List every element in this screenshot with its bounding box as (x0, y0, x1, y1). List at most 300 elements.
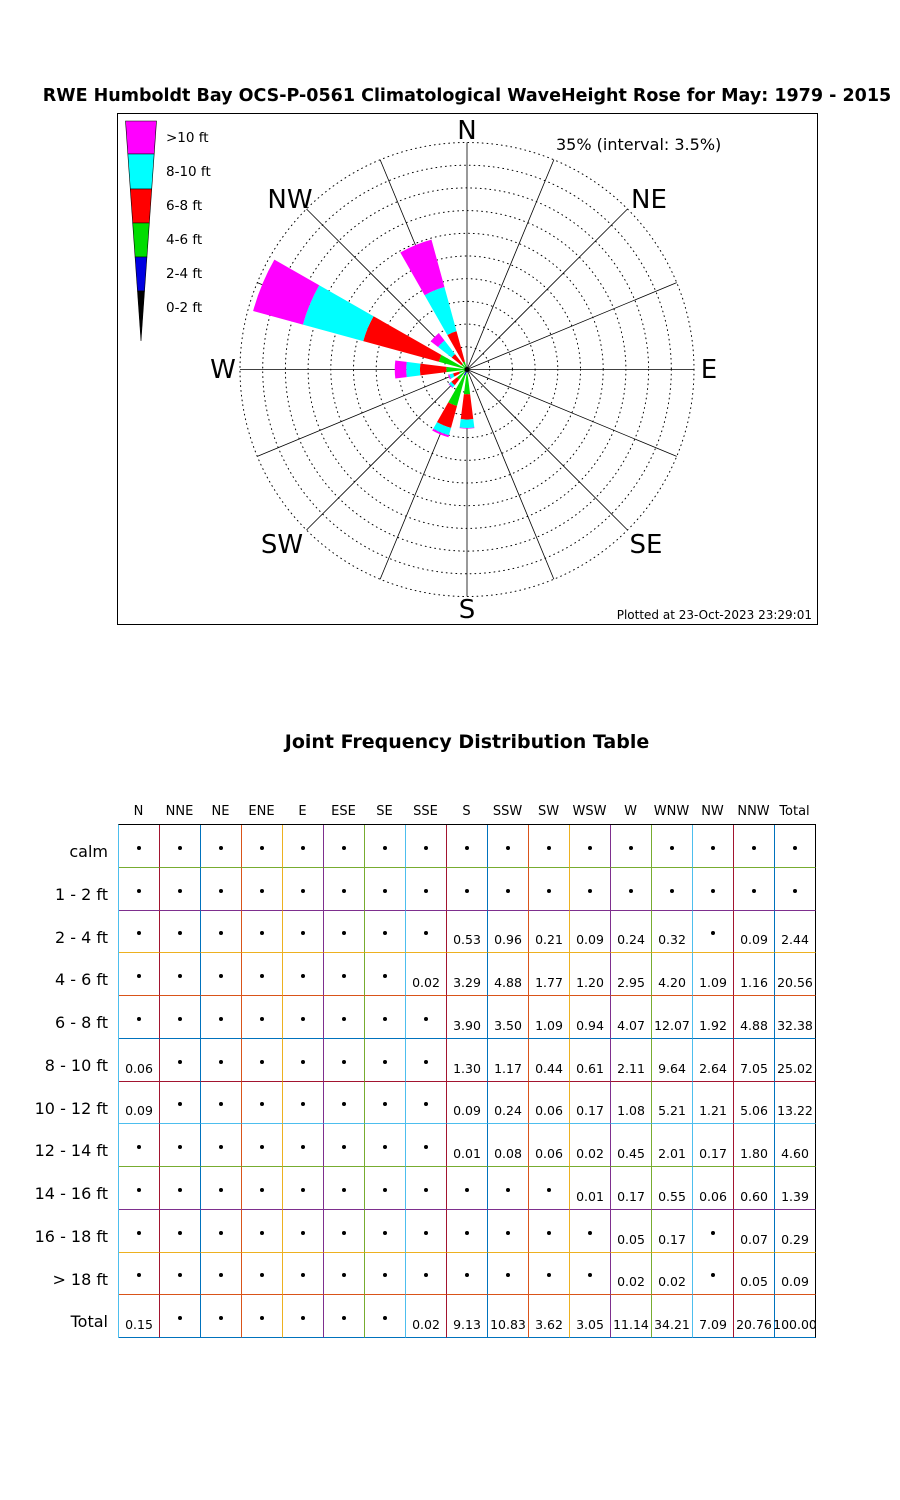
table-cell (652, 1082, 693, 1125)
table-col-header-e: E (298, 804, 307, 819)
table-row-label: calm (69, 842, 108, 861)
cell-dot (670, 846, 674, 850)
cell-value: 0.02 (658, 1274, 686, 1290)
cell-value: 0.17 (576, 1103, 604, 1119)
cell-dot (342, 1017, 346, 1021)
table-cell (488, 911, 529, 954)
table-cell (324, 825, 365, 868)
table-cell (283, 911, 324, 954)
cell-dot (383, 846, 387, 850)
table-cell (201, 911, 242, 954)
table-cell (652, 1167, 693, 1210)
table-cell (775, 1167, 816, 1210)
table-cell (242, 825, 283, 868)
table-cell (283, 996, 324, 1039)
cell-dot (383, 974, 387, 978)
table-cell (324, 953, 365, 996)
table-cell (160, 1295, 201, 1338)
table-cell (734, 868, 775, 911)
cell-value: 4.07 (617, 1017, 645, 1033)
table-cell (529, 953, 570, 996)
compass-label-se: SE (629, 530, 663, 560)
table-cell (283, 825, 324, 868)
cell-value: 0.02 (617, 1274, 645, 1290)
table-cell (365, 825, 406, 868)
table-cell (119, 996, 160, 1039)
table-cell (406, 911, 447, 954)
table-col-header-s: S (462, 804, 471, 819)
table-cell (488, 1210, 529, 1253)
cell-value: 1.77 (535, 975, 563, 990)
cell-dot (137, 1273, 141, 1277)
rose-spoke (467, 370, 554, 580)
table-cell (365, 1210, 406, 1253)
cell-dot (383, 1188, 387, 1192)
cell-dot (301, 1188, 305, 1192)
table-cell (406, 868, 447, 911)
cell-dot (342, 846, 346, 850)
table-cell (119, 1039, 160, 1082)
cell-dot (588, 846, 592, 850)
cell-dot (260, 974, 264, 978)
cell-dot (301, 1145, 305, 1149)
table-cell (447, 1210, 488, 1253)
table-cell (242, 996, 283, 1039)
cell-dot (301, 1102, 305, 1106)
table-cell (775, 911, 816, 954)
legend-label-gt10ft: >10 ft (166, 130, 209, 146)
table-col-header-wsw: WSW (572, 804, 607, 819)
table-cell (447, 953, 488, 996)
table-cell (611, 868, 652, 911)
cell-dot (137, 1145, 141, 1149)
rose-spoke (467, 370, 628, 531)
table-cell (160, 1210, 201, 1253)
cell-dot (793, 889, 797, 893)
table-row-label: 10 - 12 ft (34, 1098, 108, 1118)
table-cell (734, 1124, 775, 1167)
compass-label-w: W (210, 355, 236, 385)
table-cell (406, 1295, 447, 1338)
cell-dot (424, 1060, 428, 1064)
table-cell (570, 825, 611, 868)
table-cell (693, 825, 734, 868)
table-cell (693, 996, 734, 1039)
cell-dot (383, 1017, 387, 1021)
table-cell (406, 1039, 447, 1082)
cell-value: 0.06 (535, 1146, 563, 1161)
table-cell (406, 1210, 447, 1253)
cell-value: 1.80 (740, 1146, 768, 1161)
table-cell (529, 825, 570, 868)
table-cell (119, 1124, 160, 1167)
table-cell (324, 1124, 365, 1167)
table-cell (693, 1295, 734, 1338)
cell-value: 0.07 (740, 1231, 768, 1247)
cell-dot (629, 889, 633, 893)
cell-dot (178, 1102, 182, 1106)
table-cell (406, 825, 447, 868)
cell-value: 9.13 (453, 1317, 481, 1332)
table-cell (160, 996, 201, 1039)
table-cell (652, 825, 693, 868)
table-cell (775, 1253, 816, 1296)
table-col-header-ne: NE (211, 804, 230, 819)
table-cell (242, 1124, 283, 1167)
table-cell (365, 996, 406, 1039)
cell-value: 1.09 (699, 975, 727, 990)
cell-dot (301, 846, 305, 850)
cell-dot (137, 1188, 141, 1192)
cell-value: 0.01 (576, 1188, 604, 1204)
table-cell (693, 1039, 734, 1082)
cell-dot (424, 1145, 428, 1149)
cell-value: 0.53 (453, 932, 481, 948)
cell-value: 0.29 (781, 1231, 809, 1247)
cell-dot (178, 1017, 182, 1021)
cell-value: 0.94 (576, 1017, 604, 1033)
table-cell (324, 1295, 365, 1338)
rose-spoke (467, 209, 628, 370)
table-cell (242, 1167, 283, 1210)
cell-dot (588, 889, 592, 893)
table-cell (529, 868, 570, 911)
legend-label-2-4ft: 2-4 ft (166, 266, 203, 282)
cell-dot (219, 1145, 223, 1149)
table-cell (611, 825, 652, 868)
table-cell (201, 1295, 242, 1338)
table-col-header-ssw: SSW (492, 804, 523, 819)
table-cell (734, 1039, 775, 1082)
cell-value: 1.16 (740, 975, 768, 990)
cell-value: 0.17 (617, 1188, 645, 1204)
table-cell (775, 1210, 816, 1253)
cell-value: 0.09 (781, 1274, 809, 1290)
table-col-header-nnw: NNW (737, 804, 770, 819)
cell-dot (178, 1188, 182, 1192)
table-cell (488, 1082, 529, 1125)
cell-value: 0.44 (535, 1060, 563, 1076)
table-cell (529, 1167, 570, 1210)
table-cell (119, 953, 160, 996)
table-cell (570, 1082, 611, 1125)
cell-dot (424, 846, 428, 850)
cell-dot (260, 1188, 264, 1192)
cell-value: 0.01 (453, 1146, 481, 1161)
cell-value: 20.56 (777, 975, 813, 990)
cell-dot (178, 1273, 182, 1277)
table-cell (488, 1167, 529, 1210)
cell-value: 0.17 (658, 1231, 686, 1247)
rose-petal-S (461, 394, 474, 419)
table-cell (160, 825, 201, 868)
table-cell (365, 1082, 406, 1125)
table-cell (447, 825, 488, 868)
table-cell (119, 1082, 160, 1125)
wave-rose-panel (117, 113, 818, 625)
table-cell (242, 911, 283, 954)
cell-value: 0.21 (535, 932, 563, 948)
table-cell (406, 996, 447, 1039)
table-cell (775, 825, 816, 868)
cell-value: 3.05 (576, 1317, 604, 1332)
table-cell (488, 1295, 529, 1338)
cell-dot (547, 846, 551, 850)
compass-label-s: S (458, 595, 476, 625)
table-cell (365, 868, 406, 911)
cell-dot (342, 1145, 346, 1149)
cell-dot (260, 1102, 264, 1106)
table-cell (693, 1082, 734, 1125)
cell-dot (547, 1231, 551, 1235)
cell-dot (219, 889, 223, 893)
table-cell (283, 1124, 324, 1167)
table-col-header-nne: NNE (165, 804, 194, 819)
table-cell (201, 1253, 242, 1296)
legend-funnel-segment-2-4ft (135, 257, 147, 291)
table-cell (734, 996, 775, 1039)
rose-center-dot (465, 367, 470, 372)
cell-dot (629, 846, 633, 850)
table-cell (693, 1253, 734, 1296)
table-cell (693, 1167, 734, 1210)
cell-value: 0.02 (412, 1317, 440, 1332)
cell-dot (711, 931, 715, 935)
cell-dot (424, 1102, 428, 1106)
table-cell (160, 1039, 201, 1082)
cell-value: 32.38 (777, 1017, 813, 1033)
table-cell (652, 953, 693, 996)
scale-annotation: 35% (interval: 3.5%) (556, 135, 722, 154)
table-cell (570, 1124, 611, 1167)
table-cell (652, 911, 693, 954)
cell-dot (342, 974, 346, 978)
table-cell (406, 1167, 447, 1210)
cell-dot (383, 931, 387, 935)
cell-value: 0.06 (535, 1103, 563, 1119)
rose-spoke (467, 160, 554, 370)
cell-dot (547, 889, 551, 893)
cell-dot (178, 1316, 182, 1320)
table-cell (775, 953, 816, 996)
table-cell (201, 1167, 242, 1210)
legend-label-8-10ft: 8-10 ft (166, 164, 211, 180)
table-cell (201, 1124, 242, 1167)
table-cell (570, 1167, 611, 1210)
cell-value: 0.15 (125, 1317, 153, 1332)
cell-dot (260, 1060, 264, 1064)
table-cell (611, 911, 652, 954)
cell-value: 0.09 (125, 1103, 153, 1119)
rose-petal-WNW (363, 316, 441, 362)
compass-label-ne: NE (631, 185, 667, 215)
table-cell (406, 1124, 447, 1167)
cell-value: 0.09 (576, 932, 604, 948)
cell-dot (260, 1316, 264, 1320)
legend-funnel-segment-6-8ft (130, 189, 151, 223)
cell-dot (342, 1060, 346, 1064)
compass-label-sw: SW (260, 530, 304, 560)
cell-dot (547, 1188, 551, 1192)
table-cell (365, 911, 406, 954)
table-row-label: 2 - 4 ft (54, 927, 108, 947)
table-cell (652, 1253, 693, 1296)
cell-value: 1.30 (453, 1060, 481, 1076)
cell-value: 20.76 (736, 1317, 772, 1332)
table-cell (734, 1082, 775, 1125)
cell-value: 7.05 (740, 1060, 768, 1076)
table-cell (775, 1039, 816, 1082)
table-cell (201, 996, 242, 1039)
cell-value: 0.05 (740, 1274, 768, 1290)
cell-value: 0.61 (576, 1060, 604, 1076)
table-cell (324, 1210, 365, 1253)
cell-value: 25.02 (777, 1060, 813, 1076)
cell-dot (178, 846, 182, 850)
cell-value: 2.64 (699, 1060, 727, 1076)
table-row-label: > 18 ft (52, 1269, 108, 1289)
table-row-label: 14 - 16 ft (34, 1184, 108, 1203)
table-cell (324, 1167, 365, 1210)
cell-value: 1.20 (576, 975, 604, 990)
table-cell (201, 1039, 242, 1082)
cell-dot (465, 1231, 469, 1235)
cell-dot (588, 1231, 592, 1235)
table-cell (406, 953, 447, 996)
table-cell (447, 911, 488, 954)
table-column-headers (118, 804, 815, 819)
cell-dot (383, 889, 387, 893)
table-cell (365, 953, 406, 996)
cell-dot (342, 1231, 346, 1235)
plot-timestamp: Plotted at 23-Oct-2023 23:29:01 (616, 608, 812, 622)
table-cell (242, 953, 283, 996)
cell-dot (301, 1060, 305, 1064)
cell-value: 7.09 (699, 1317, 727, 1332)
table-row-label: 16 - 18 ft (34, 1226, 108, 1246)
table-row-label: 6 - 8 ft (54, 1013, 108, 1032)
table-col-header-nw: NW (701, 804, 724, 819)
cell-dot (301, 1273, 305, 1277)
table-cell (652, 1124, 693, 1167)
table-cell (119, 1167, 160, 1210)
cell-dot (219, 1017, 223, 1021)
legend-funnel-segment-8-10ft (128, 154, 154, 189)
cell-dot (793, 846, 797, 850)
legend-label-4-6ft: 4-6 ft (166, 232, 203, 248)
cell-value: 0.17 (699, 1146, 727, 1161)
cell-dot (383, 1273, 387, 1277)
table-cell (447, 1253, 488, 1296)
table-row-label: 4 - 6 ft (54, 970, 108, 990)
cell-dot (465, 846, 469, 850)
cell-dot (424, 1017, 428, 1021)
cell-dot (301, 889, 305, 893)
table-cell (324, 996, 365, 1039)
cell-dot (424, 931, 428, 935)
rose-spoke (257, 370, 467, 457)
table-cell (652, 1039, 693, 1082)
cell-dot (383, 1102, 387, 1106)
cell-value: 3.90 (453, 1017, 481, 1033)
joint-frequency-table (34, 804, 817, 1338)
table-cell (324, 868, 365, 911)
cell-value: 1.08 (617, 1103, 645, 1119)
cell-dot (465, 1273, 469, 1277)
table-cell (611, 1082, 652, 1125)
table-cell (365, 1124, 406, 1167)
table-cell (529, 1295, 570, 1338)
cell-dot (137, 1017, 141, 1021)
cell-dot (178, 1145, 182, 1149)
table-cell (242, 1082, 283, 1125)
table-cell (611, 953, 652, 996)
table-cell (283, 1295, 324, 1338)
table-cell (201, 1210, 242, 1253)
rose-petal-NNW (400, 240, 444, 296)
cell-dot (301, 974, 305, 978)
table-cell (652, 1210, 693, 1253)
cell-dot (465, 1188, 469, 1192)
table-cell (406, 1082, 447, 1125)
cell-dot (301, 1231, 305, 1235)
table-cell (160, 1082, 201, 1125)
table-cell (734, 1253, 775, 1296)
table-cell (529, 1124, 570, 1167)
cell-dot (465, 889, 469, 893)
table-cell (775, 868, 816, 911)
table-cell (611, 1167, 652, 1210)
cell-value: 0.55 (658, 1188, 686, 1204)
table-cell (652, 868, 693, 911)
table-col-header-se: SE (376, 804, 393, 819)
table-cell (160, 1124, 201, 1167)
cell-dot (588, 1273, 592, 1277)
cell-value: 0.24 (494, 1103, 522, 1119)
cell-value: 1.92 (699, 1017, 727, 1033)
table-cell (365, 1295, 406, 1338)
cell-dot (178, 931, 182, 935)
table-cell (734, 1167, 775, 1210)
table-row-label: 1 - 2 ft (54, 884, 108, 904)
table-cell (283, 1253, 324, 1296)
table-cell (283, 1210, 324, 1253)
table-cell (693, 1124, 734, 1167)
table-cell (242, 1253, 283, 1296)
table-cell (488, 1253, 529, 1296)
cell-value: 0.32 (658, 932, 686, 948)
cell-dot (424, 1188, 428, 1192)
table-cell (447, 1295, 488, 1338)
cell-value: 1.21 (699, 1103, 727, 1119)
table-col-header-wnw: WNW (653, 804, 690, 819)
table-cell (201, 953, 242, 996)
table-cell (283, 1039, 324, 1082)
table-cell (734, 911, 775, 954)
cell-value: 4.88 (494, 975, 522, 990)
cell-dot (711, 846, 715, 850)
cell-dot (137, 974, 141, 978)
rose-petal-S (460, 419, 475, 428)
table-cell (611, 1124, 652, 1167)
table-cell (324, 1082, 365, 1125)
cell-value: 0.60 (740, 1188, 768, 1204)
table-cell (652, 996, 693, 1039)
cell-value: 0.06 (125, 1060, 153, 1076)
table-cell (201, 1082, 242, 1125)
rose-petal-NNW (425, 287, 457, 335)
table-row-label: Total (70, 1312, 108, 1332)
